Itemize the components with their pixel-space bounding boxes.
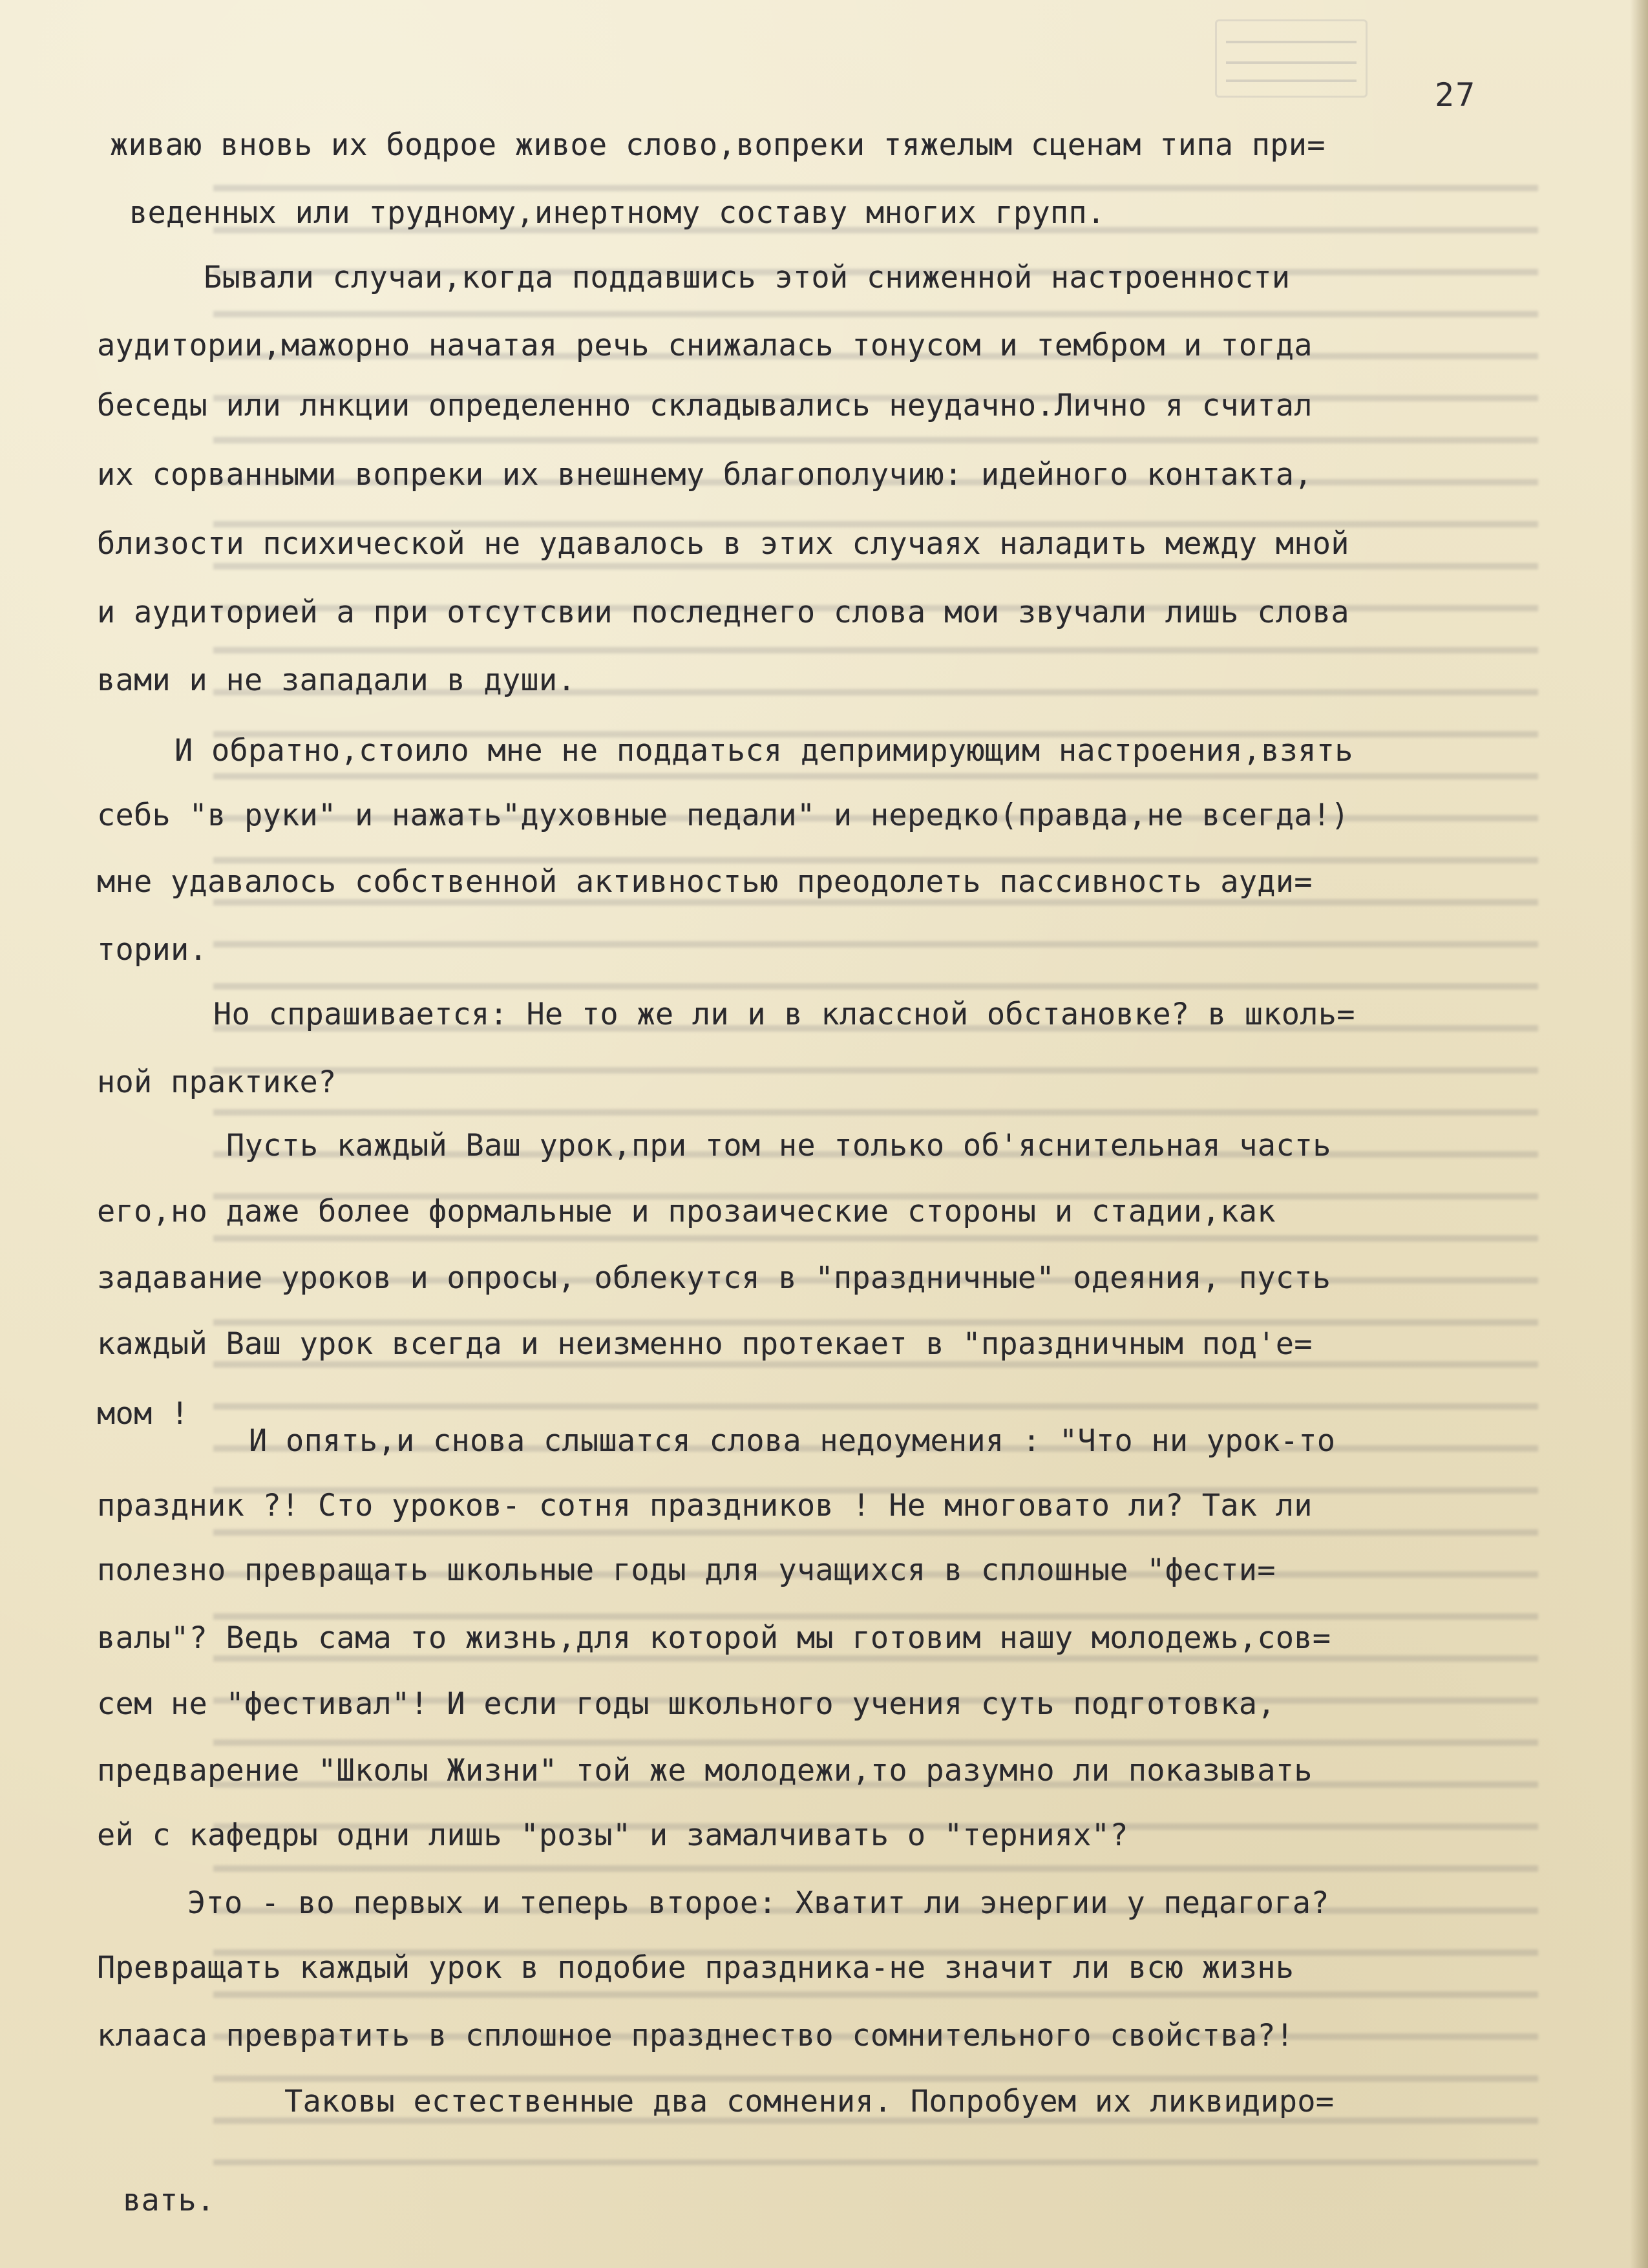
text-line: Таковы естественные два сомнения. Попробуем их ликвидиро= xyxy=(284,2084,1335,2119)
text-line: Это - во первых и теперь второе: Хватит ли энергии у педагога? xyxy=(187,1885,1329,1921)
text-line: И опять,и снова слышатся слова недоумения : "Что ни урок-то xyxy=(249,1423,1336,1459)
text-line: Но спрашивается: Не то же ли и в классной обстановке? в школь= xyxy=(213,997,1355,1032)
text-line: живаю вновь их бодрое живое слово,вопреки тяжелым сценам типа при= xyxy=(110,127,1326,163)
archive-stamp xyxy=(1215,19,1368,98)
text-line: валы"? Ведь сама то жизнь,для которой мы готовим нашу молодежь,сов= xyxy=(97,1620,1331,1656)
text-line: каждый Ваш урок всегда и неизменно протекает в "праздничным под'е= xyxy=(97,1326,1313,1362)
text-line: мом ! xyxy=(97,1396,189,1432)
text-line: праздник ?! Сто уроков- сотня праздников ! Не многовато ли? Так ли xyxy=(97,1488,1313,1523)
text-line: полезно превращать школьные годы для учащихся в сплошные "фести= xyxy=(97,1553,1276,1588)
text-line: веденных или трудному,инертному составу многих групп. xyxy=(129,195,1106,231)
text-line: его,но даже более формальные и прозаические стороны и стадии,как xyxy=(97,1194,1276,1229)
text-line: И обратно,стоило мне не поддаться депримирующим настроения,взять xyxy=(174,733,1353,768)
page-number: 27 xyxy=(1435,76,1477,114)
text-line: ей с кафедры одни лишь "розы" и замалчивать о "терниях"? xyxy=(97,1818,1128,1853)
text-line: Превращать каждый урок в подобие праздника-не значит ли всю жизнь xyxy=(97,1950,1294,1986)
text-line: близости психической не удавалось в этих случаях наладить между мной xyxy=(97,526,1349,562)
text-line: и аудиторией а при отсутсвии последнего слова мои звучали лишь слова xyxy=(97,595,1349,630)
text-line: мне удавалось собственной активностью преодолеть пассивность ауди= xyxy=(97,864,1313,900)
text-line: ной практике? xyxy=(97,1065,337,1100)
text-line: вами и не западали в души. xyxy=(97,662,576,698)
text-line: вать. xyxy=(123,2183,215,2218)
text-line: беседы или лнкции определенно складывались неудачно.Лично я считал xyxy=(97,388,1313,423)
text-line: задавание уроков и опросы, облекутся в "праздничные" одеяния, пусть xyxy=(97,1260,1331,1296)
text-line: себь "в руки" и нажать"духовные педали" и нередко(правда,не всегда!) xyxy=(97,798,1349,833)
text-line: клааса превратить в сплошное празднество сомнительного свойства?! xyxy=(97,2018,1294,2053)
text-line: сем не "фестивал"! И если годы школьного учения суть подготовка, xyxy=(97,1686,1276,1722)
text-line: Бывали случаи,когда поддавшись этой сниженной настроенности xyxy=(204,260,1291,295)
paper-edge xyxy=(1630,0,1648,2268)
text-line: аудитории,мажорно начатая речь снижалась тонусом и тембром и тогда xyxy=(97,328,1313,363)
text-line: предварение "Школы Жизни" той же молодежи,то разумно ли показывать xyxy=(97,1753,1313,1788)
text-line: их сорванными вопреки их внешнему благополучию: идейного контакта, xyxy=(97,457,1313,493)
text-line: Пусть каждый Ваш урок,при том не только об'яснительная часть xyxy=(226,1128,1331,1163)
text-line: тории. xyxy=(97,932,207,968)
